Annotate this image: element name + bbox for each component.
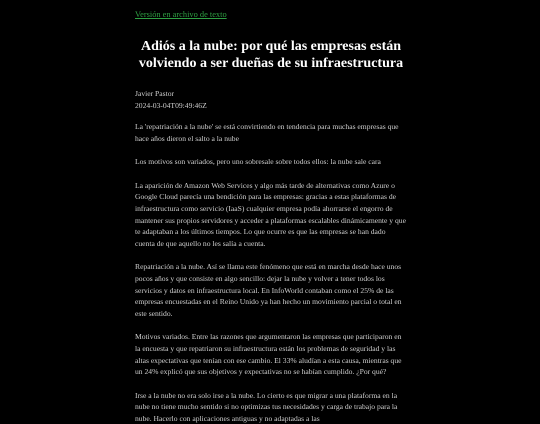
article-paragraph: Repatriación a la nube. Así se llama este fenómeno que está en marcha desde hace unos pocos años y que consiste en algo sencillo: dejar la nube y volver a tener todos los servicios y datos en infraestructura local. En InfoWorld contaban como el 25% de las empresas encuestadas en el Reino Unido ya han hecho un movimiento parcial o total en este sentido.: [135, 262, 402, 318]
article-body: [135, 121, 407, 424]
article-meta: [135, 88, 407, 111]
article-paragraph: Los motivos son variados, pero uno sobresale sobre todos ellos: la nube sale cara: [135, 157, 381, 167]
article-paragraph: La aparición de Amazon Web Services y algo más tarde de alternativas como Azure o Google Cloud parecía una bendición para las empresas: gracias a estas plataformas de infraestructura como servicio (IaaS) cualquier empresa podía ahorrarse el engorro de mantener sus propios servidores y acceder a plataformas escalables dinámicamente y que te adaptaban a los últimos tiempos. Lo que ocurre es que las empresas se han dado cuenta de que aquello no les salía a cuenta.: [135, 180, 406, 248]
article-paragraph: Motivos variados. Entre las razones que argumentaron las empresas que participaron en la encuesta y que repatriaron su infraestructura están los problemas de seguridad y las altas expectativas que tenían con ese cambio. El 33% aludían a esta causa, mientras que un 24% explicó que sus objetivos y expectativas no se habían cumplido. ¿Por qué?: [135, 332, 402, 377]
article-paragraph: Irse a la nube no era solo irse a la nube. Lo cierto es que migrar a una plataforma en la nube no tiene mucho sentido si no optimizas tus necesidades y carga de trabajo para la nube. Hacerlo con aplicaciones antiguas y no adaptadas a las: [135, 390, 398, 423]
article-column: [135, 0, 407, 424]
article-paragraph: La 'repatriación a la nube' se está convirtiendo en tendencia para muchas empresas que hace años dieron el salto a la nube: [135, 122, 399, 143]
article-date: 2024-03-04T09:49:46Z: [135, 100, 207, 110]
plain-text-version-link[interactable]: Versión en archivo de texto: [135, 10, 227, 19]
article-title: Adiós a la nube: por qué las empresas están volviendo a ser dueñas de su infraestructura: [138, 39, 404, 71]
article-author: Javier Pastor: [135, 89, 175, 98]
